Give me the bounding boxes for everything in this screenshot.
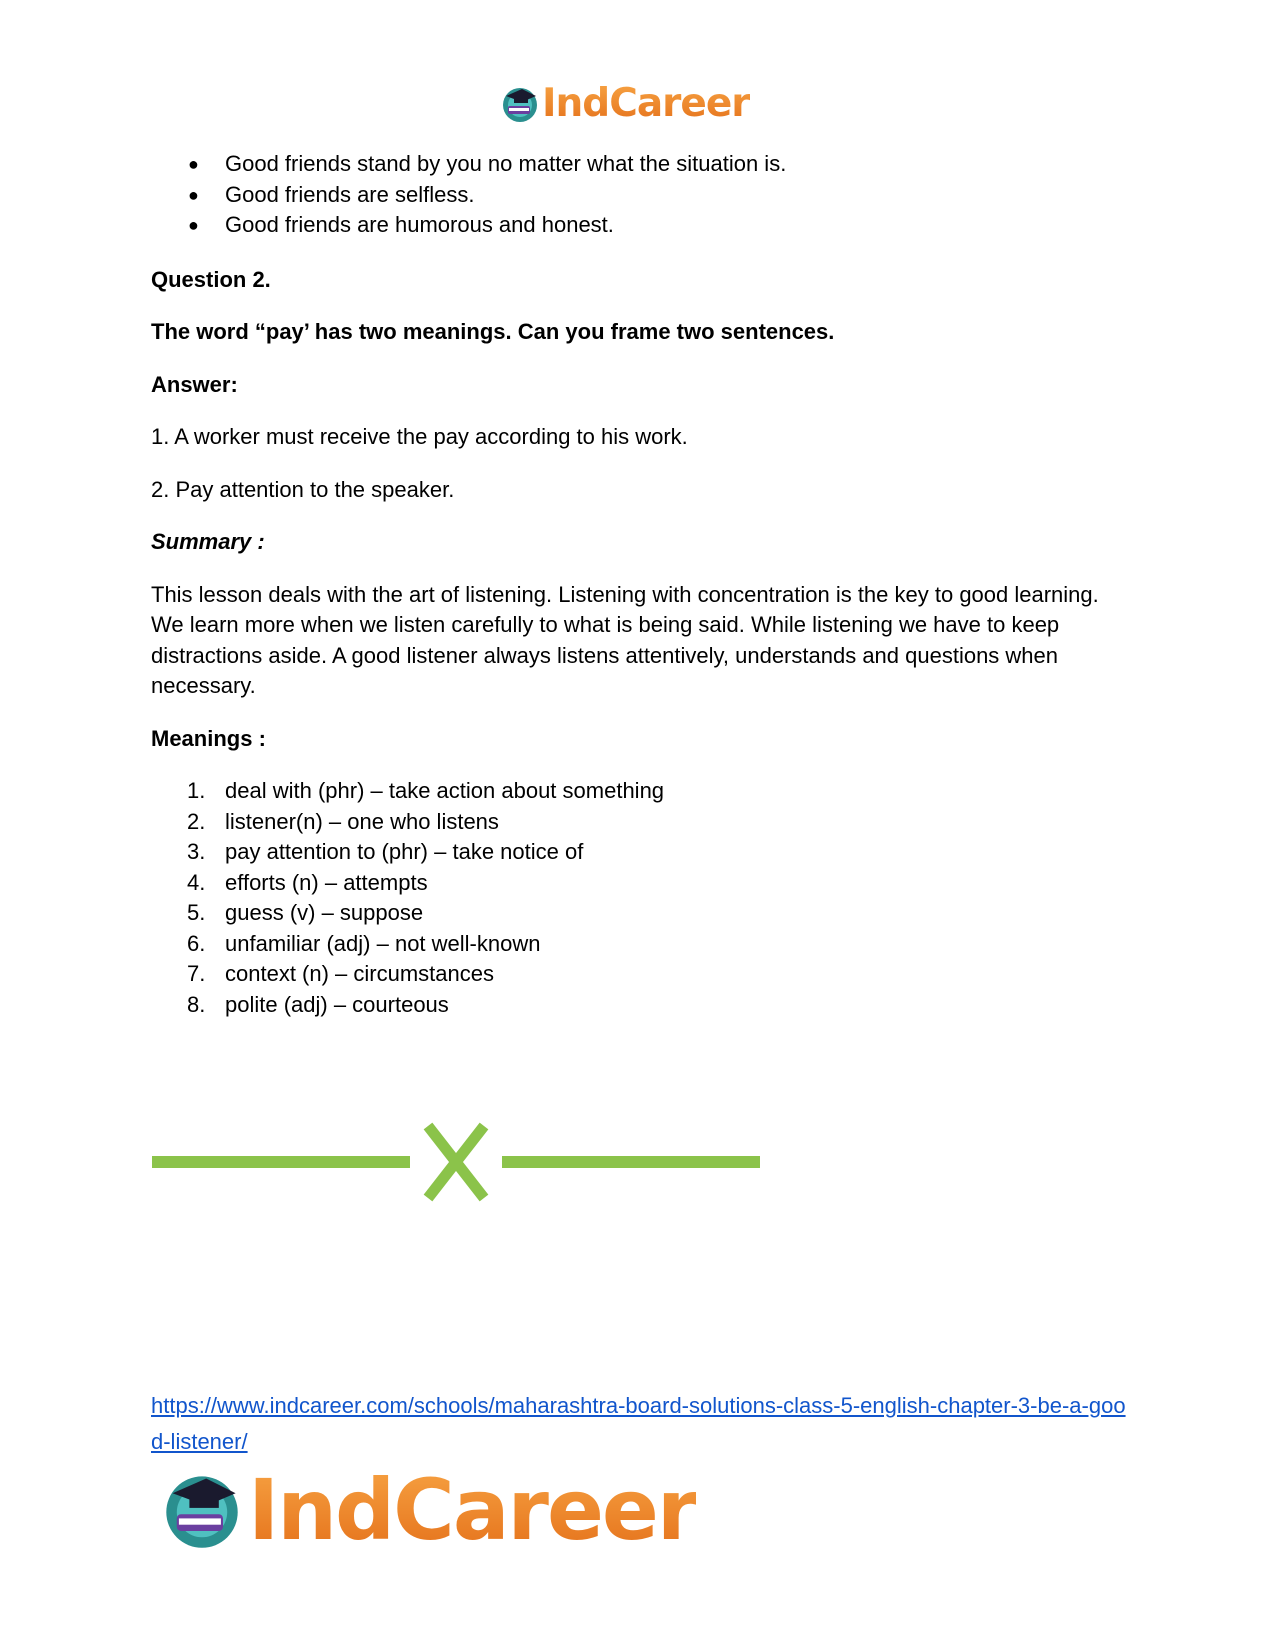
list-item: ● Good friends are selfless. — [188, 181, 475, 207]
answer-line: 1. A worker must receive the pay according to his work. — [151, 424, 688, 449]
footer-logo — [160, 1462, 696, 1558]
document-body — [151, 149, 1126, 1020]
header-logo — [500, 82, 750, 126]
answer-line: 2. Pay attention to the speaker. — [151, 476, 455, 502]
list-item: 5. guess (v) – suppose — [187, 900, 424, 925]
graduation-cap-book-icon — [500, 84, 540, 124]
list-item: 2. listener(n) – one who listens — [187, 808, 499, 834]
bullet-list — [151, 149, 1126, 241]
question-text: The word “pay’ has two meanings. Can you frame two sentences. — [151, 319, 835, 344]
summary-text: This lesson deals with the art of listening. Listening with concentration is the key to good learning. We learn more when we listen carefully to what is being said. While listening we have to keep distractions aside. A good listener always listens attentively, understands and questions when necessary. — [151, 581, 1099, 698]
list-item: ● Good friends stand by you no matter what the situation is. — [188, 151, 787, 176]
list-item: 7. context (n) – circumstances — [187, 961, 494, 986]
list-item: 8. polite (adj) – courteous — [187, 991, 449, 1017]
list-item: 1. deal with (phr) – take action about something — [187, 778, 665, 803]
answer-label: Answer: — [151, 371, 238, 397]
meanings-heading: Meanings : — [151, 725, 266, 751]
section-divider — [152, 1122, 762, 1202]
summary-heading: Summary : — [151, 529, 265, 554]
question-label: Question 2. — [151, 266, 271, 292]
meanings-list — [151, 776, 1126, 1020]
source-link[interactable]: https://www.indcareer.com/schools/maharashtra-board-solutions-class-5-english-chapter-3-be-a-good-listener/ — [151, 1393, 1126, 1454]
list-item: 6. unfamiliar (adj) – not well-known — [187, 930, 541, 956]
graduation-cap-book-icon — [160, 1468, 244, 1552]
list-item: ● Good friends are humorous and honest. — [188, 212, 614, 237]
list-item: 3. pay attention to (phr) – take notice of — [187, 839, 584, 864]
list-item: 4. efforts (n) – attempts — [187, 869, 428, 895]
header-brand-name: IndCareer — [542, 81, 750, 126]
footer-brand-name: IndCareer — [248, 1461, 697, 1559]
